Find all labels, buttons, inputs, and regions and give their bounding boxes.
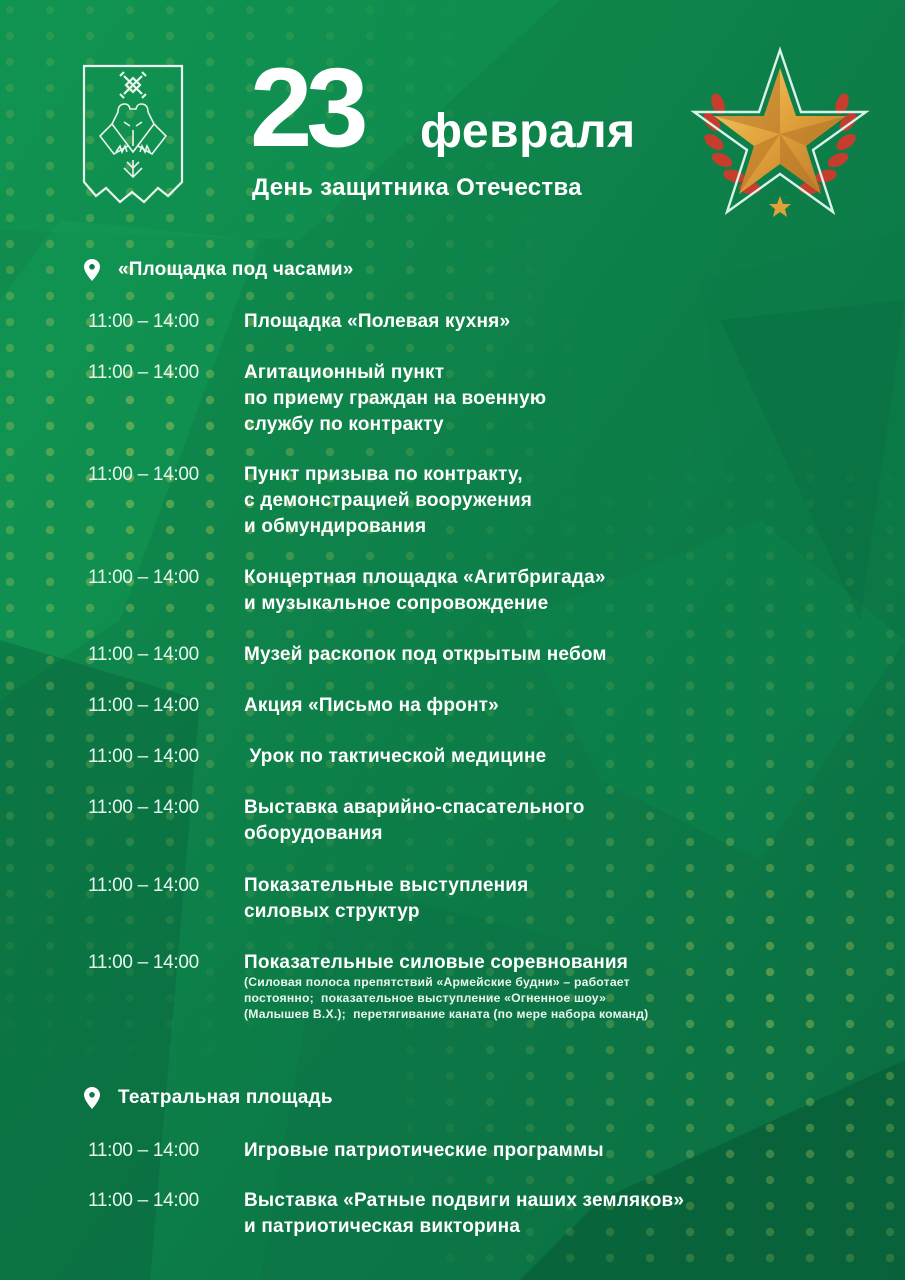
title-day: 23 (250, 45, 363, 170)
event-title: оборудования (244, 823, 383, 844)
event-note: (Силовая полоса препятствий «Армейские будни» – работает (244, 975, 630, 989)
event-time: 11:00 – 14:00 (88, 875, 199, 896)
event-time: 11:00 – 14:00 (88, 1190, 199, 1211)
event-title: Показательные выступления (244, 875, 529, 896)
venue-label: Театральная площадь (118, 1087, 333, 1108)
venue-header (84, 1084, 333, 1112)
event-row (88, 1188, 684, 1240)
event-title: и музыкальное сопровождение (244, 593, 549, 614)
event-title: Музей раскопок под открытым небом (244, 644, 607, 665)
event-time: 11:00 – 14:00 (88, 567, 199, 588)
bear-coat-of-arms-icon (82, 64, 184, 206)
event-title: Акция «Письмо на фронт» (244, 695, 499, 716)
event-title: Выставка аварийно-спасательного (244, 797, 585, 818)
event-title: и патриотическая викторина (244, 1216, 521, 1237)
event-title: Агитационный пункт (244, 362, 445, 383)
map-pin-icon (84, 1087, 100, 1109)
event-note: (Малышев В.Х.); перетягивание каната (по мере набора команд) (244, 1007, 649, 1021)
event-title: Выставка «Ратные подвиги наших земляков» (244, 1190, 685, 1211)
event-title: Урок по тактической медицине (244, 746, 547, 767)
event-time: 11:00 – 14:00 (88, 952, 199, 973)
venue-label: «Площадка под часами» (118, 259, 354, 280)
event-title: силовых структур (244, 901, 420, 922)
title-month: февраля (420, 105, 636, 158)
event-row (88, 360, 546, 438)
venue-header (84, 256, 354, 284)
event-title: Площадка «Полевая кухня» (244, 311, 511, 332)
event-row (88, 642, 607, 668)
event-row (88, 873, 528, 925)
event-time: 11:00 – 14:00 (88, 311, 199, 332)
event-time: 11:00 – 14:00 (88, 695, 199, 716)
map-pin-icon (84, 259, 100, 281)
event-row (88, 462, 532, 540)
event-title: Пункт призыва по контракту, (244, 464, 523, 485)
event-title: Игровые патриотические программы (244, 1140, 604, 1161)
event-title: с демонстрацией вооружения (244, 490, 533, 511)
event-time: 11:00 – 14:00 (88, 797, 199, 818)
event-title: по приему граждан на военную (244, 388, 547, 409)
event-row (88, 309, 510, 335)
event-time: 11:00 – 14:00 (88, 644, 199, 665)
event-time: 11:00 – 14:00 (88, 746, 199, 767)
event-row (88, 744, 546, 770)
event-row (88, 1138, 604, 1164)
event-title: Показательные силовые соревнования (244, 952, 629, 973)
event-row (88, 565, 606, 617)
event-note: постоянно; показательное выступление «Огненное шоу» (244, 991, 607, 1005)
event-time: 11:00 – 14:00 (88, 464, 199, 485)
event-row (88, 693, 499, 719)
event-title: Концертная площадка «Агитбригада» (244, 567, 606, 588)
event-title: службу по контракту (244, 414, 444, 435)
title-subtitle: День защитника Отечества (252, 174, 582, 201)
event-row (88, 950, 648, 1022)
event-row (88, 795, 585, 847)
event-title: и обмундирования (244, 516, 427, 537)
event-time: 11:00 – 14:00 (88, 362, 199, 383)
gold-star-laurel-icon (690, 46, 870, 226)
event-time: 11:00 – 14:00 (88, 1140, 199, 1161)
